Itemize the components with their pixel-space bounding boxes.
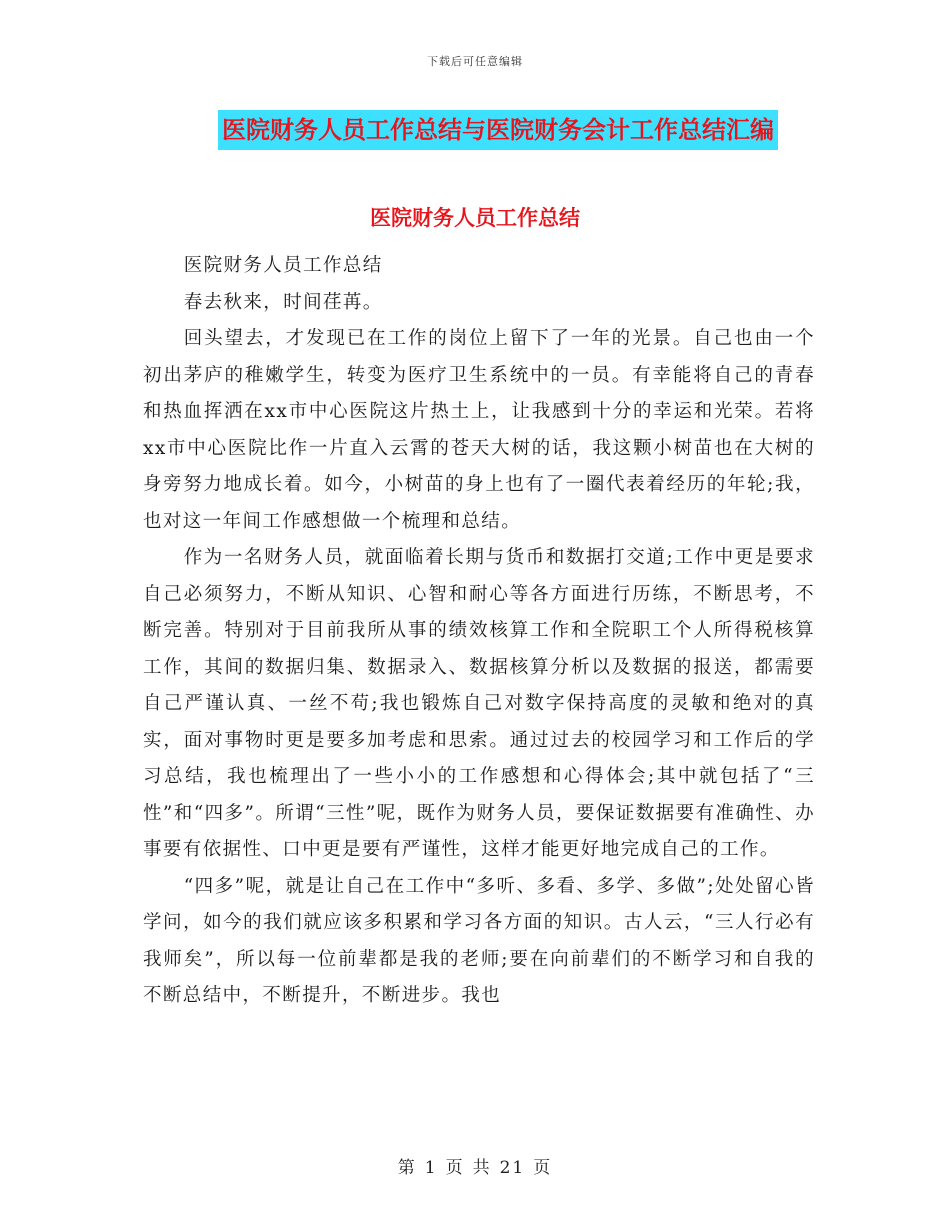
footer-label-total: 共 — [472, 1158, 492, 1178]
footer-label-page: 第 — [397, 1158, 417, 1178]
page-footer — [0, 1153, 950, 1178]
paragraph: “四多”呢，就是让自己在工作中“多听、多看、多学、多做”;处处留心皆学问，如今的我们就应该多积累和学习各方面的知识。古人云，“三人行必有我师矣”，所以每一位前辈都是我的老师;要在向前辈们的不断学习和自我的不断总结中，不断提升，不断进步。我也 — [143, 875, 815, 1006]
document-body — [143, 248, 815, 1015]
footer-label-page-end: 页 — [533, 1158, 553, 1178]
section-title: 医院财务人员工作总结 — [370, 205, 580, 230]
footer-current-page: 1 — [424, 1158, 438, 1178]
paragraph: 医院财务人员工作总结 — [183, 255, 383, 276]
paragraph: 作为一名财务人员，就面临着长期与货币和数据打交道;工作中更是要求自己必须努力，不断从知识、心智和耐心等各方面进行历练，不断思考，不断完善。特别对于目前我所从事的绩效核算工作和全院职工个人所得税核算工作，其间的数据归集、数据录入、数据核算分析以及数据的报送，都需要自己严谨认真、一丝不苟;我也锻炼自己对数字保持高度的灵敏和绝对的真实，面对事物时更是要多加考虑和思索。通过过去的校园学习和工作后的学习总结，我也梳理出了一些小小的工作感想和心得体会;其中就包括了“三性”和“四多”。所谓“三性”呢，既作为财务人员，要保证数据要有准确性、办事要有依据性、口中更是要有严谨性，这样才能更好地完成自己的工作。 — [143, 547, 815, 860]
paragraph: 回头望去，才发现已在工作的岗位上留下了一年的光景。自己也由一个初出茅庐的稚嫩学生，转变为医疗卫生系统中的一员。有幸能将自己的青春和热血挥洒在xx市中心医院这片热土上，让我感到十分的幸运和光荣。若将xx市中心医院比作一片直入云霄的苍天大树的话，我这颗小树苗也在大树的身旁努力地成长着。如今，小树苗的身上也有了一圈代表着经历的年轮;我，也对这一年间工作感想做一个梳理和总结。 — [143, 328, 815, 532]
paragraph: 春去秋来，时间荏苒。 — [183, 291, 383, 313]
footer-total-pages: 21 — [499, 1158, 526, 1178]
document-main-title: 医院财务人员工作总结与医院财务会计工作总结汇编 — [218, 110, 778, 150]
footer-label-of: 页 — [445, 1158, 465, 1178]
page-header: 下载后可任意编辑 — [427, 55, 523, 68]
main-title-container — [0, 110, 950, 150]
